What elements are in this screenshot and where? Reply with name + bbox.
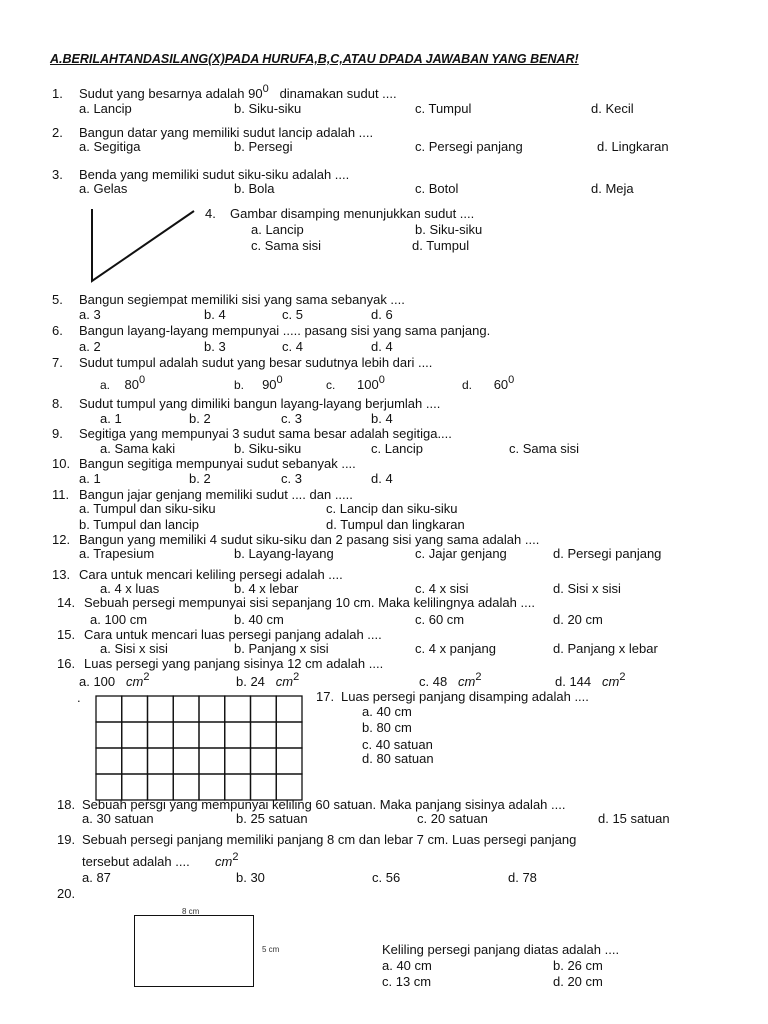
- q1-text: [79, 83, 397, 101]
- q3-option-c[interactable]: c. Botol: [415, 181, 459, 196]
- q19-number: 19.: [57, 832, 76, 847]
- q17-grid-cell: [251, 722, 277, 748]
- q16-text: Luas persegi yang panjang sisinya 12 cm adalah ....: [84, 656, 384, 671]
- q6-option-c[interactable]: c. 4: [282, 339, 303, 354]
- q16-option-a-unit-sup: 2: [143, 671, 150, 683]
- q17-option-d[interactable]: d. 80 satuan: [362, 751, 434, 766]
- q9-option-a[interactable]: a. Sama kaki: [100, 441, 176, 456]
- q11-option-d[interactable]: d. Tumpul dan lingkaran: [326, 517, 465, 532]
- q16-option-b-unit-sup: 2: [293, 671, 300, 683]
- q4-angle-lines: [92, 209, 194, 281]
- q17-grid-cell: [199, 722, 225, 748]
- q10-number: 10.: [52, 456, 71, 471]
- q12-option-c[interactable]: c. Jajar genjang: [415, 546, 507, 561]
- q12-option-d[interactable]: d. Persegi panjang: [553, 546, 662, 561]
- q17-grid-cell: [122, 722, 148, 748]
- q16-option-d-unit-sup: 2: [619, 671, 626, 683]
- q18-option-d[interactable]: d. 15 satuan: [598, 811, 670, 826]
- q8-number: 8.: [52, 396, 63, 411]
- q5-option-b[interactable]: b. 4: [204, 307, 226, 322]
- q7-option-c-value: 100: [357, 377, 379, 392]
- q1-option-c[interactable]: c. Tumpul: [415, 101, 472, 116]
- q2-option-d[interactable]: d. Lingkaran: [597, 139, 669, 154]
- q17-grid-cell: [148, 696, 174, 722]
- q7-option-c-letter: c.: [326, 378, 336, 392]
- q17-grid-figure: [95, 695, 303, 801]
- q16-option-a-unit: cm: [126, 674, 144, 689]
- q12-number: 12.: [52, 532, 71, 547]
- q16-option-c-unit: cm: [458, 674, 476, 689]
- q5-option-a[interactable]: a. 3: [79, 307, 101, 322]
- q13-option-b[interactable]: b. 4 x lebar: [234, 581, 299, 596]
- q17-grid-cell: [173, 696, 199, 722]
- q20-length-label: 8 cm: [182, 907, 200, 916]
- q13-text: Cara untuk mencari keliling persegi adalah ....: [79, 567, 343, 582]
- q1-option-a[interactable]: a. Lancip: [79, 101, 132, 116]
- q10-option-d[interactable]: d. 4: [371, 471, 393, 486]
- q18-option-c[interactable]: c. 20 satuan: [417, 811, 488, 826]
- q17-grid-cell: [251, 696, 277, 722]
- section-header: [50, 52, 579, 67]
- q17-option-c[interactable]: c. 40 satuan: [362, 737, 433, 752]
- q7-option-a-value: 80: [124, 377, 139, 392]
- q17-grid-cell: [148, 748, 174, 774]
- q4-option-c[interactable]: c. Sama sisi: [251, 238, 322, 253]
- q20-option-c[interactable]: c. 13 cm: [382, 974, 432, 989]
- q17-grid-cell: [96, 748, 122, 774]
- q6-option-a[interactable]: a. 2: [79, 339, 101, 354]
- q19-text-line2-text: tersebut adalah ....: [82, 854, 190, 869]
- q2-option-a[interactable]: a. Segitiga: [79, 139, 141, 154]
- q1-degree: 0: [262, 83, 269, 95]
- q19-unit-sup: 2: [232, 851, 239, 863]
- q17-grid-cell: [148, 722, 174, 748]
- q17-grid-cell: [276, 748, 302, 774]
- q6-option-d[interactable]: d. 4: [371, 339, 393, 354]
- q14-text: Sebuah persegi mempunyai sisi sepanjang 10 cm. Maka kelilingnya adalah ....: [84, 595, 535, 610]
- q17-grid-cell: [199, 748, 225, 774]
- q17-grid-cell: [96, 722, 122, 748]
- q5-option-d[interactable]: d. 6: [371, 307, 393, 322]
- q15-text: Cara untuk mencari luas persegi panjang adalah ....: [84, 627, 382, 642]
- q19-option-c[interactable]: c. 56: [372, 870, 401, 885]
- q18-option-a[interactable]: a. 30 satuan: [82, 811, 154, 826]
- q4-option-b[interactable]: b. Siku-siku: [415, 222, 483, 237]
- q16-dot: .: [77, 690, 81, 705]
- q17-grid-cell: [173, 748, 199, 774]
- q13-option-a[interactable]: a. 4 x luas: [100, 581, 160, 596]
- q15-option-d[interactable]: d. Panjang x lebar: [553, 641, 658, 656]
- q17-grid-cell: [199, 696, 225, 722]
- q16-option-c-value: c. 48: [419, 674, 448, 689]
- q17-grid-cell: [96, 696, 122, 722]
- q1-option-b[interactable]: b. Siku-siku: [234, 101, 302, 116]
- q9-option-b[interactable]: b. Siku-siku: [234, 441, 302, 456]
- q4-option-d[interactable]: d. Tumpul: [412, 238, 470, 253]
- q8-option-d[interactable]: b. 4: [371, 411, 393, 426]
- q12-text: Bangun yang memiliki 4 sudut siku-siku dan 2 pasang sisi yang sama adalah ....: [79, 532, 540, 547]
- section-instruction: BERILAHTANDASILANG(X)PADA HURUFA,B,C,ATAU DPADA JAWABAN YANG BENAR!: [62, 52, 579, 66]
- q14-number: 14.: [57, 595, 76, 610]
- q11-option-b[interactable]: b. Tumpul dan lancip: [79, 517, 199, 532]
- q18-text: Sebuah persgi yang mempunyai keliling 60 satuan. Maka panjang sisinya adalah ....: [82, 797, 566, 812]
- q3-number: 3.: [52, 167, 63, 182]
- q16-number: 16.: [57, 656, 76, 671]
- q11-option-a[interactable]: a. Tumpul dan siku-siku: [79, 501, 216, 516]
- q7-number: 7.: [52, 355, 63, 370]
- q14-option-c[interactable]: c. 60 cm: [415, 612, 465, 627]
- q13-number: 13.: [52, 567, 71, 582]
- q17-grid-cell: [225, 748, 251, 774]
- q16-option-b-unit: cm: [275, 674, 294, 689]
- q6-text: Bangun layang-layang mempunyai ..... pasang sisi yang sama panjang.: [79, 323, 491, 338]
- q7-option-d-letter: d.: [462, 378, 473, 392]
- q13-option-d[interactable]: d. Sisi x sisi: [553, 581, 621, 596]
- q9-text: Segitiga yang mempunyai 3 sudut sama besar adalah segitiga....: [79, 426, 452, 441]
- q18-number: 18.: [57, 797, 76, 812]
- q20-option-d[interactable]: d. 20 cm: [553, 974, 603, 989]
- q7-option-b[interactable]: [234, 374, 283, 393]
- q17-grid-cell: [276, 696, 302, 722]
- q7-option-c[interactable]: [326, 374, 385, 393]
- q10-option-c[interactable]: c. 3: [281, 471, 302, 486]
- q9-option-c[interactable]: c. Lancip: [371, 441, 424, 456]
- q4-option-a[interactable]: a. Lancip: [251, 222, 304, 237]
- q16-option-d-unit: cm: [602, 674, 620, 689]
- q1-text-post: dinamakan sudut ....: [279, 86, 397, 101]
- q7-option-d-value: 60: [493, 377, 509, 392]
- q16-option-b-value: b. 24: [236, 674, 265, 689]
- q16-option-c[interactable]: [419, 671, 482, 689]
- q4-number: 4.: [205, 206, 216, 221]
- q2-option-c[interactable]: c. Persegi panjang: [415, 139, 523, 154]
- q20-width-label: 5 cm: [262, 945, 280, 954]
- q8-option-a[interactable]: a. 1: [100, 411, 122, 426]
- q16-option-a-value: a. 100: [79, 674, 116, 689]
- q8-option-b[interactable]: b. 2: [189, 411, 211, 426]
- q7-option-b-degree: 0: [276, 374, 283, 386]
- q19-option-a[interactable]: a. 87: [82, 870, 111, 885]
- q16-option-a[interactable]: [79, 671, 150, 689]
- q7-option-b-value: 90: [262, 377, 277, 392]
- q17-option-b[interactable]: b. 80 cm: [362, 720, 412, 735]
- q7-option-a[interactable]: [100, 374, 146, 393]
- q5-number: 5.: [52, 292, 63, 307]
- q17-grid-cell: [122, 748, 148, 774]
- q17-text: Luas persegi panjang disamping adalah ....: [341, 689, 589, 704]
- q8-option-c[interactable]: c. 3: [281, 411, 302, 426]
- q7-option-c-degree: 0: [378, 374, 385, 386]
- q1-option-d[interactable]: d. Kecil: [591, 101, 634, 116]
- q7-option-b-letter: b.: [234, 378, 245, 392]
- q4-angle-figure: [84, 205, 204, 287]
- q8-text: Sudut tumpul yang dimiliki bangun layang-layang berjumlah ....: [79, 396, 441, 411]
- q17-number: 17.: [316, 689, 335, 704]
- section-prefix: A.: [50, 52, 63, 66]
- q5-text: Bangun segiempat memiliki sisi yang sama sebanyak ....: [79, 292, 405, 307]
- q17-grid-cell: [173, 722, 199, 748]
- q19-option-b[interactable]: b. 30: [236, 870, 265, 885]
- q4-text: Gambar disamping menunjukkan sudut ....: [230, 206, 475, 221]
- q11-text: Bangun jajar genjang memiliki sudut .... dan .....: [79, 487, 353, 502]
- q15-number: 15.: [57, 627, 76, 642]
- q11-option-c[interactable]: c. Lancip dan siku-siku: [326, 501, 458, 516]
- q3-option-b[interactable]: b. Bola: [234, 181, 275, 196]
- q17-grid-cell: [225, 696, 251, 722]
- q3-text: Benda yang memiliki sudut siku-siku adalah ....: [79, 167, 350, 182]
- q20-text: Keliling persegi panjang diatas adalah ....: [382, 942, 620, 957]
- q3-option-a[interactable]: a. Gelas: [79, 181, 128, 196]
- q10-option-a[interactable]: a. 1: [79, 471, 101, 486]
- q20-rectangle-figure: [134, 915, 254, 987]
- q10-text: Bangun segitiga mempunyai sudut sebanyak ....: [79, 456, 356, 471]
- q5-option-c[interactable]: c. 5: [282, 307, 303, 322]
- q12-option-b[interactable]: b. Layang-layang: [234, 546, 334, 561]
- q7-option-a-letter: a.: [100, 378, 111, 392]
- q11-number: 11.: [52, 487, 70, 502]
- q2-text: Bangun datar yang memiliki sudut lancip adalah ....: [79, 125, 374, 140]
- q13-option-c[interactable]: c. 4 x sisi: [415, 581, 469, 596]
- q18-option-b[interactable]: b. 25 satuan: [236, 811, 308, 826]
- q15-option-c[interactable]: c. 4 x panjang: [415, 641, 496, 656]
- q19-option-d[interactable]: d. 78: [508, 870, 537, 885]
- q7-option-d[interactable]: [462, 374, 515, 393]
- q17-option-a[interactable]: a. 40 cm: [362, 704, 412, 719]
- q14-option-d[interactable]: d. 20 cm: [553, 612, 603, 627]
- q19-text-line1: Sebuah persegi panjang memiliki panjang 8 cm dan lebar 7 cm. Luas persegi panjang: [82, 832, 577, 847]
- q17-grid-cell: [251, 748, 277, 774]
- q15-option-b[interactable]: b. Panjang x sisi: [234, 641, 329, 656]
- q2-number: 2.: [52, 125, 63, 140]
- q1-number: 1.: [52, 86, 63, 101]
- q9-option-d[interactable]: c. Sama sisi: [509, 441, 580, 456]
- q14-option-a[interactable]: a. 100 cm: [90, 612, 148, 627]
- q10-option-b[interactable]: b. 2: [189, 471, 211, 486]
- q20-number: 20.: [57, 886, 76, 901]
- q9-number: 9.: [52, 426, 63, 441]
- q3-option-d[interactable]: d. Meja: [591, 181, 634, 196]
- q7-option-d-degree: 0: [508, 374, 515, 386]
- q17-grid-cell: [122, 696, 148, 722]
- q16-option-b[interactable]: [236, 671, 300, 689]
- q16-option-d-value: d. 144: [555, 674, 592, 689]
- q19-text-line2: [82, 851, 239, 869]
- q1-text-pre: Sudut yang besarnya adalah 90: [79, 86, 263, 101]
- q16-option-d[interactable]: [555, 671, 626, 689]
- q20-option-b[interactable]: b. 26 cm: [553, 958, 603, 973]
- q15-option-a[interactable]: a. Sisi x sisi: [100, 641, 168, 656]
- q6-number: 6.: [52, 323, 63, 338]
- q6-option-b[interactable]: b. 3: [204, 339, 226, 354]
- q2-option-b[interactable]: b. Persegi: [234, 139, 293, 154]
- q14-option-b[interactable]: b. 40 cm: [234, 612, 284, 627]
- q17-grid-cell: [225, 722, 251, 748]
- q7-text: Sudut tumpul adalah sudut yang besar sudutnya lebih dari ....: [79, 355, 433, 370]
- q7-option-a-degree: 0: [138, 374, 146, 386]
- q12-option-a[interactable]: a. Trapesium: [79, 546, 155, 561]
- q19-unit: cm: [214, 854, 233, 869]
- q17-grid-cell: [276, 722, 302, 748]
- q16-option-c-unit-sup: 2: [475, 671, 482, 683]
- q20-option-a[interactable]: a. 40 cm: [382, 958, 432, 973]
